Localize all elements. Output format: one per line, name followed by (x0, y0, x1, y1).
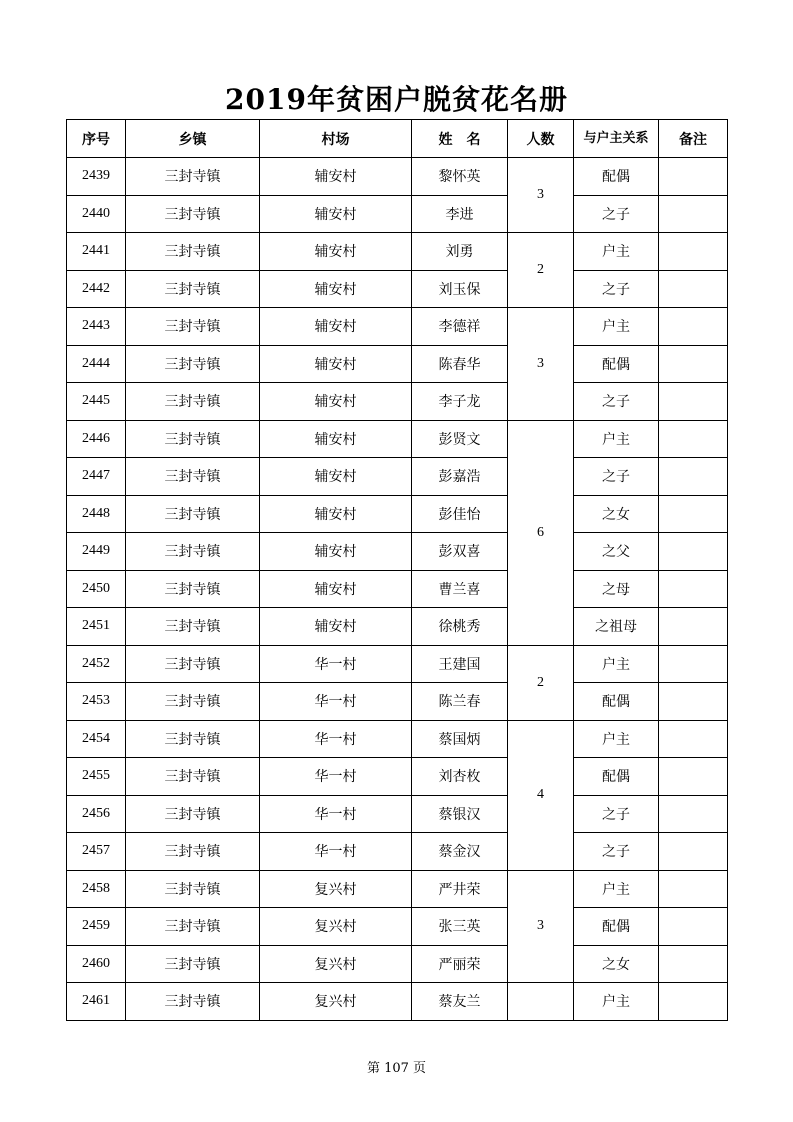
cell-village: 辅安村 (260, 420, 412, 458)
cell-town: 三封寺镇 (126, 870, 260, 908)
cell-seq: 2450 (67, 570, 126, 608)
cell-town: 三封寺镇 (126, 983, 260, 1021)
cell-note (659, 195, 728, 233)
cell-relation: 配偶 (574, 683, 659, 721)
page-number: 第 107 页 (366, 1061, 427, 1076)
table-row (67, 158, 728, 196)
cell-note (659, 458, 728, 496)
cell-note (659, 758, 728, 796)
cell-note (659, 420, 728, 458)
cell-note (659, 270, 728, 308)
table-row (67, 533, 728, 571)
cell-note (659, 533, 728, 571)
cell-name: 彭嘉浩 (412, 458, 508, 496)
cell-name: 徐桃秀 (412, 608, 508, 646)
cell-seq: 2444 (67, 345, 126, 383)
cell-relation: 户主 (574, 645, 659, 683)
cell-town: 三封寺镇 (126, 270, 260, 308)
cell-town: 三封寺镇 (126, 533, 260, 571)
cell-village: 华一村 (260, 795, 412, 833)
header-relation: 与户主关系 (574, 120, 659, 158)
cell-village: 华一村 (260, 683, 412, 721)
cell-household-count: 2 (508, 645, 574, 720)
cell-seq: 2461 (67, 983, 126, 1021)
cell-relation: 之女 (574, 495, 659, 533)
cell-name: 蔡国炳 (412, 720, 508, 758)
cell-seq: 2458 (67, 870, 126, 908)
cell-seq: 2445 (67, 383, 126, 421)
table-row (67, 570, 728, 608)
cell-village: 辅安村 (260, 270, 412, 308)
table-row (67, 383, 728, 421)
cell-relation: 配偶 (574, 758, 659, 796)
cell-note (659, 495, 728, 533)
cell-note (659, 308, 728, 346)
cell-village: 辅安村 (260, 195, 412, 233)
cell-village: 辅安村 (260, 533, 412, 571)
cell-village: 华一村 (260, 720, 412, 758)
table-row (67, 608, 728, 646)
cell-seq: 2460 (67, 945, 126, 983)
cell-seq: 2446 (67, 420, 126, 458)
cell-note (659, 795, 728, 833)
cell-name: 刘勇 (412, 233, 508, 271)
cell-relation: 户主 (574, 720, 659, 758)
cell-household-count: 3 (508, 158, 574, 233)
table-row (67, 870, 728, 908)
cell-seq: 2454 (67, 720, 126, 758)
cell-name: 刘玉保 (412, 270, 508, 308)
cell-relation: 户主 (574, 308, 659, 346)
cell-relation: 户主 (574, 233, 659, 271)
cell-village: 复兴村 (260, 983, 412, 1021)
cell-town: 三封寺镇 (126, 758, 260, 796)
cell-town: 三封寺镇 (126, 233, 260, 271)
cell-seq: 2451 (67, 608, 126, 646)
cell-town: 三封寺镇 (126, 195, 260, 233)
cell-town: 三封寺镇 (126, 683, 260, 721)
table-row (67, 495, 728, 533)
cell-village: 华一村 (260, 758, 412, 796)
cell-name: 彭双喜 (412, 533, 508, 571)
cell-household-count: 3 (508, 870, 574, 983)
cell-town: 三封寺镇 (126, 608, 260, 646)
cell-relation: 之子 (574, 795, 659, 833)
cell-seq: 2447 (67, 458, 126, 496)
cell-name: 王建国 (412, 645, 508, 683)
cell-household-count: 2 (508, 233, 574, 308)
header-seq: 序号 (67, 120, 126, 158)
cell-village: 辅安村 (260, 383, 412, 421)
table-row (67, 983, 728, 1021)
cell-household-count: 4 (508, 720, 574, 870)
table-row (67, 233, 728, 271)
cell-household-count (508, 983, 574, 1021)
cell-name: 严丽荣 (412, 945, 508, 983)
cell-note (659, 833, 728, 871)
cell-town: 三封寺镇 (126, 308, 260, 346)
cell-village: 华一村 (260, 833, 412, 871)
cell-name: 陈兰春 (412, 683, 508, 721)
cell-note (659, 158, 728, 196)
cell-village: 辅安村 (260, 495, 412, 533)
header-count: 人数 (508, 120, 574, 158)
table-row (67, 683, 728, 721)
cell-seq: 2441 (67, 233, 126, 271)
cell-relation: 配偶 (574, 158, 659, 196)
table-row (67, 308, 728, 346)
cell-note (659, 383, 728, 421)
cell-note (659, 608, 728, 646)
cell-relation: 户主 (574, 420, 659, 458)
cell-town: 三封寺镇 (126, 458, 260, 496)
cell-town: 三封寺镇 (126, 383, 260, 421)
cell-name: 彭贤文 (412, 420, 508, 458)
cell-town: 三封寺镇 (126, 908, 260, 946)
cell-seq: 2456 (67, 795, 126, 833)
cell-note (659, 645, 728, 683)
cell-relation: 户主 (574, 983, 659, 1021)
cell-name: 刘杏枚 (412, 758, 508, 796)
header-town: 乡镇 (126, 120, 260, 158)
cell-note (659, 908, 728, 946)
cell-village: 复兴村 (260, 908, 412, 946)
cell-village: 复兴村 (260, 870, 412, 908)
cell-seq: 2448 (67, 495, 126, 533)
table-row (67, 345, 728, 383)
cell-name: 李进 (412, 195, 508, 233)
cell-relation: 之子 (574, 195, 659, 233)
cell-village: 华一村 (260, 645, 412, 683)
table-row (67, 458, 728, 496)
cell-seq: 2449 (67, 533, 126, 571)
cell-name: 张三英 (412, 908, 508, 946)
cell-village: 辅安村 (260, 233, 412, 271)
cell-relation: 之母 (574, 570, 659, 608)
cell-name: 李子龙 (412, 383, 508, 421)
table-row (67, 908, 728, 946)
cell-note (659, 683, 728, 721)
table-row (67, 720, 728, 758)
cell-note (659, 570, 728, 608)
page-title: 2019年贫困户脱贫花名册 (225, 83, 568, 116)
cell-village: 复兴村 (260, 945, 412, 983)
cell-note (659, 945, 728, 983)
cell-note (659, 983, 728, 1021)
cell-seq: 2455 (67, 758, 126, 796)
roster-body (67, 158, 728, 1021)
cell-name: 曹兰喜 (412, 570, 508, 608)
cell-note (659, 345, 728, 383)
cell-village: 辅安村 (260, 308, 412, 346)
cell-relation: 之女 (574, 945, 659, 983)
cell-relation: 户主 (574, 870, 659, 908)
table-row (67, 195, 728, 233)
cell-seq: 2443 (67, 308, 126, 346)
table-row (67, 420, 728, 458)
cell-town: 三封寺镇 (126, 570, 260, 608)
cell-town: 三封寺镇 (126, 645, 260, 683)
cell-seq: 2442 (67, 270, 126, 308)
table-row (67, 795, 728, 833)
cell-note (659, 720, 728, 758)
cell-relation: 之子 (574, 833, 659, 871)
header-village: 村场 (260, 120, 412, 158)
cell-relation: 之子 (574, 383, 659, 421)
cell-note (659, 233, 728, 271)
cell-name: 陈春华 (412, 345, 508, 383)
table-row (67, 833, 728, 871)
cell-town: 三封寺镇 (126, 945, 260, 983)
table-row (67, 758, 728, 796)
cell-seq: 2453 (67, 683, 126, 721)
cell-town: 三封寺镇 (126, 720, 260, 758)
header-name: 姓 名 (412, 120, 508, 158)
table-row (67, 945, 728, 983)
cell-relation: 之祖母 (574, 608, 659, 646)
cell-relation: 之子 (574, 270, 659, 308)
cell-name: 蔡友兰 (412, 983, 508, 1021)
cell-seq: 2452 (67, 645, 126, 683)
cell-village: 辅安村 (260, 158, 412, 196)
cell-village: 辅安村 (260, 570, 412, 608)
cell-household-count: 6 (508, 420, 574, 645)
cell-name: 蔡金汉 (412, 833, 508, 871)
cell-seq: 2439 (67, 158, 126, 196)
cell-village: 辅安村 (260, 345, 412, 383)
header-row (67, 120, 728, 158)
cell-relation: 之子 (574, 458, 659, 496)
cell-name: 李德祥 (412, 308, 508, 346)
cell-village: 辅安村 (260, 608, 412, 646)
cell-town: 三封寺镇 (126, 833, 260, 871)
cell-name: 彭佳怡 (412, 495, 508, 533)
cell-relation: 配偶 (574, 345, 659, 383)
cell-town: 三封寺镇 (126, 495, 260, 533)
cell-household-count: 3 (508, 308, 574, 421)
cell-town: 三封寺镇 (126, 158, 260, 196)
cell-relation: 配偶 (574, 908, 659, 946)
table-row (67, 645, 728, 683)
cell-relation: 之父 (574, 533, 659, 571)
cell-village: 辅安村 (260, 458, 412, 496)
cell-town: 三封寺镇 (126, 420, 260, 458)
header-note: 备注 (659, 120, 728, 158)
cell-seq: 2440 (67, 195, 126, 233)
cell-seq: 2459 (67, 908, 126, 946)
cell-name: 黎怀英 (412, 158, 508, 196)
table-row (67, 270, 728, 308)
cell-town: 三封寺镇 (126, 795, 260, 833)
cell-seq: 2457 (67, 833, 126, 871)
cell-name: 蔡银汉 (412, 795, 508, 833)
cell-name: 严井荣 (412, 870, 508, 908)
cell-town: 三封寺镇 (126, 345, 260, 383)
roster-table (66, 119, 728, 1021)
cell-note (659, 870, 728, 908)
